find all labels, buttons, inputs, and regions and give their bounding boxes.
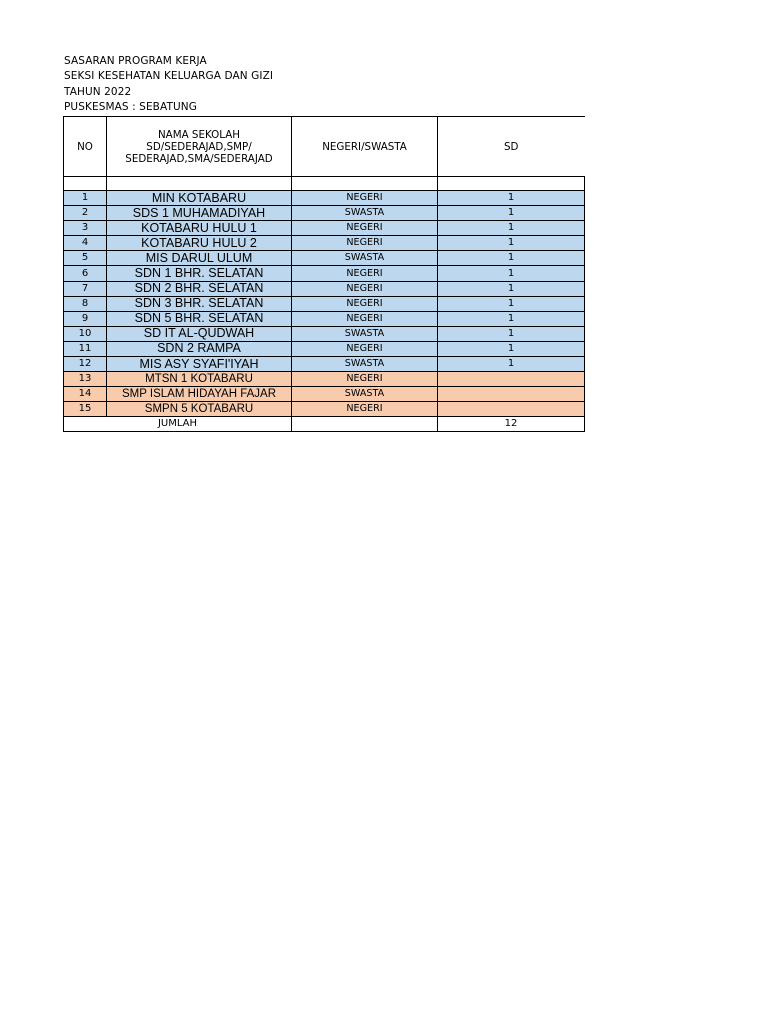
column-header-school-name	[107, 117, 292, 177]
sd-count-cell: 1	[438, 221, 585, 236]
sd-count-cell: 1	[438, 236, 585, 251]
column-header-school-name-line: NAMA SEKOLAH	[157, 128, 241, 141]
table-row	[64, 372, 585, 387]
blank-cell	[107, 177, 292, 191]
total-label: JUMLAH	[64, 417, 292, 432]
table-row	[64, 296, 585, 311]
sd-count-cell: 1	[438, 357, 585, 372]
school-status-cell: NEGERI	[292, 191, 438, 206]
table-header-row	[64, 117, 585, 177]
school-name-cell: MIS ASY SYAFI'IYAH	[107, 357, 292, 372]
school-status-cell: NEGERI	[292, 402, 438, 417]
sd-count-cell: 1	[438, 341, 585, 356]
table-row	[64, 326, 585, 341]
school-name-cell: SMP ISLAM HIDAYAH FAJAR	[107, 387, 292, 402]
program-title: SASARAN PROGRAM KERJA	[64, 55, 207, 67]
row-number-cell: 2	[64, 206, 107, 221]
school-name-cell: SD IT AL-QUDWAH	[107, 326, 292, 341]
document-header	[64, 54, 273, 115]
sd-count-cell: 1	[438, 311, 585, 326]
table-row	[64, 221, 585, 236]
school-status-cell: SWASTA	[292, 251, 438, 266]
table-row	[64, 191, 585, 206]
row-number-cell: 3	[64, 221, 107, 236]
school-status-cell: SWASTA	[292, 387, 438, 402]
puskesmas-title: PUSKESMAS : SEBATUNG	[64, 100, 197, 113]
table-row	[64, 357, 585, 372]
row-number-cell: 14	[64, 387, 107, 402]
column-header-status: NEGERI/SWASTA	[292, 117, 438, 177]
sd-count-cell	[438, 402, 585, 417]
blank-cell	[64, 177, 107, 191]
table-row	[64, 402, 585, 417]
school-status-cell: NEGERI	[292, 281, 438, 296]
column-header-sd: SD	[438, 117, 585, 177]
row-number-cell: 1	[64, 191, 107, 206]
total-status-cell	[292, 417, 438, 432]
blank-row	[64, 177, 585, 191]
school-name-cell: KOTABARU HULU 2	[107, 236, 292, 251]
sd-count-cell: 1	[438, 296, 585, 311]
school-status-cell: NEGERI	[292, 311, 438, 326]
school-name-cell: SDS 1 MUHAMADIYAH	[107, 206, 292, 221]
column-header-school-name-line: SEDERAJAD,SMA/SEDERAJAD	[125, 152, 273, 165]
sd-count-cell	[438, 372, 585, 387]
school-status-cell: NEGERI	[292, 221, 438, 236]
school-status-cell: NEGERI	[292, 372, 438, 387]
school-target-table	[63, 116, 585, 432]
sd-count-cell: 1	[438, 191, 585, 206]
blank-cell	[438, 177, 585, 191]
school-status-cell: NEGERI	[292, 296, 438, 311]
table-row	[64, 387, 585, 402]
sd-count-cell: 1	[438, 206, 585, 221]
school-status-cell: NEGERI	[292, 266, 438, 281]
school-status-cell: NEGERI	[292, 341, 438, 356]
school-name-cell: SMPN 5 KOTABARU	[107, 402, 292, 417]
row-number-cell: 13	[64, 372, 107, 387]
sd-count-cell: 1	[438, 251, 585, 266]
row-number-cell: 11	[64, 341, 107, 356]
row-number-cell: 6	[64, 266, 107, 281]
school-name-cell: KOTABARU HULU 1	[107, 221, 292, 236]
table-row	[64, 281, 585, 296]
row-number-cell: 15	[64, 402, 107, 417]
total-row	[64, 417, 585, 432]
sd-count-cell	[438, 387, 585, 402]
section-title: SEKSI KESEHATAN KELUARGA DAN GIZI	[64, 70, 274, 83]
column-header-no: NO	[64, 117, 107, 177]
school-name-cell: MTSN 1 KOTABARU	[107, 372, 292, 387]
school-status-cell: NEGERI	[292, 236, 438, 251]
school-status-cell: SWASTA	[292, 206, 438, 221]
table-row	[64, 341, 585, 356]
row-number-cell: 7	[64, 281, 107, 296]
table-row	[64, 206, 585, 221]
row-number-cell: 9	[64, 311, 107, 326]
row-number-cell: 10	[64, 326, 107, 341]
school-name-cell: SDN 2 RAMPA	[107, 341, 292, 356]
sd-count-cell: 1	[438, 266, 585, 281]
table-row	[64, 266, 585, 281]
table-row	[64, 311, 585, 326]
blank-cell	[292, 177, 438, 191]
row-number-cell: 4	[64, 236, 107, 251]
sd-count-cell: 1	[438, 281, 585, 296]
school-name-cell: MIS DARUL ULUM	[107, 251, 292, 266]
table-row	[64, 236, 585, 251]
school-name-cell: SDN 3 BHR. SELATAN	[107, 296, 292, 311]
row-number-cell: 5	[64, 251, 107, 266]
school-name-cell: SDN 5 BHR. SELATAN	[107, 311, 292, 326]
school-status-cell: SWASTA	[292, 357, 438, 372]
row-number-cell: 8	[64, 296, 107, 311]
row-number-cell: 12	[64, 357, 107, 372]
school-name-cell: SDN 2 BHR. SELATAN	[107, 281, 292, 296]
school-name-cell: SDN 1 BHR. SELATAN	[107, 266, 292, 281]
column-header-school-name-line: SD/SEDERAJAD,SMP/	[146, 140, 252, 153]
school-status-cell: SWASTA	[292, 326, 438, 341]
table-row	[64, 251, 585, 266]
school-name-cell: MIN KOTABARU	[107, 191, 292, 206]
sd-count-cell: 1	[438, 326, 585, 341]
year-title: TAHUN 2022	[64, 85, 132, 98]
total-sd-value: 12	[438, 417, 585, 432]
